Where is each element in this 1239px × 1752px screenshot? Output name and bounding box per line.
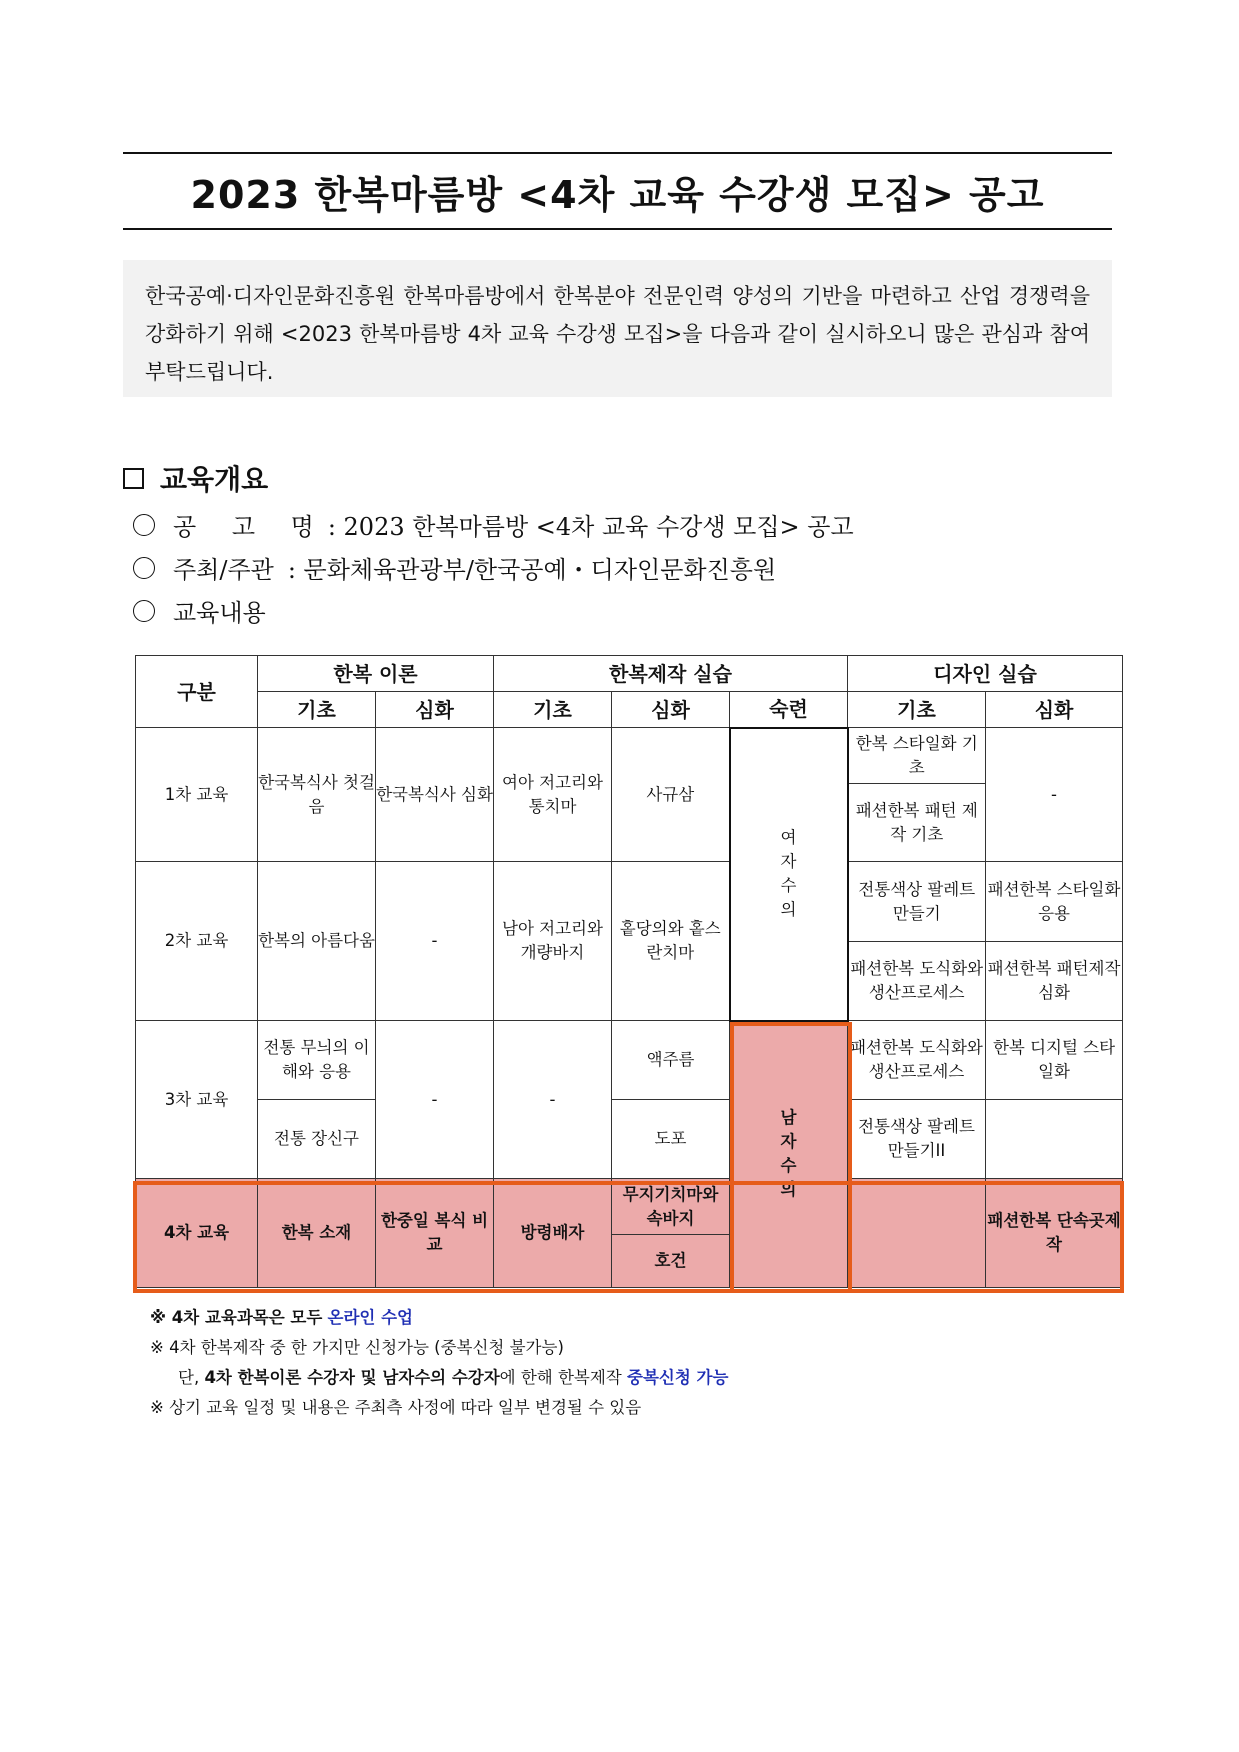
row3-making-adv-b: 도포 — [612, 1100, 730, 1179]
row3-label: 3차 교육 — [136, 1021, 258, 1179]
bullet-label: 공 고 명 — [173, 513, 328, 541]
row3-design-basic-b: 전통색상 팔레트 만들기II — [848, 1100, 986, 1179]
section-heading — [123, 458, 268, 498]
row2-label: 2차 교육 — [136, 862, 258, 1021]
row2-theory-basic: 한복의 아름다움 — [258, 862, 376, 1021]
row1-label: 1차 교육 — [136, 728, 258, 862]
master-male-text: 남자 수의 — [780, 1108, 797, 1200]
row4-design-basic — [848, 1179, 986, 1288]
row4-theory-adv: 한중일 복식 비교 — [376, 1179, 494, 1288]
note-single-apply: ※ 4차 한복제작 중 한 가지만 신청가능 (중복신청 불가능) — [150, 1338, 564, 1357]
master-female-text: 여자 수의 — [780, 828, 797, 919]
header-theory: 한복 이론 — [258, 656, 494, 692]
row4-label: 4차 교육 — [136, 1179, 258, 1288]
row2-design-basic-b: 패션한복 도식화와 생산프로세스 — [848, 942, 986, 1021]
circle-bullet-icon — [133, 600, 155, 622]
bullet-notice-name — [133, 507, 854, 542]
bullet-label: 주최/주관 — [173, 556, 274, 584]
row3-making-adv-a: 액주름 — [612, 1021, 730, 1100]
row2-design-adv-a: 패션한복 스타일화 응용 — [986, 862, 1123, 942]
row3-design-adv-a: 한복 디지털 스타일화 — [986, 1021, 1123, 1100]
row3-theory-basic-b: 전통 장신구 — [258, 1100, 376, 1179]
row4-making-basic: 방령배자 — [494, 1179, 612, 1288]
note-online — [150, 1306, 413, 1330]
row4-making-adv-a: 무지기치마와 속바지 — [612, 1179, 730, 1235]
note-exception-bold: 4차 한복이론 수강자 및 남자수의 수강자 — [204, 1368, 500, 1387]
row1-design-basic-b: 패션한복 패턴 제작 기초 — [848, 784, 986, 862]
page-title: 2023 한복마름방 <4차 교육 수강생 모집> 공고 — [190, 172, 1045, 217]
note-exception-highlight: 중복신청 가능 — [627, 1368, 729, 1387]
row2-making-basic: 남아 저고리와 개량바지 — [494, 862, 612, 1021]
square-bullet-icon — [123, 468, 144, 489]
row4-theory-basic: 한복 소재 — [258, 1179, 376, 1288]
title-bar — [123, 152, 1112, 230]
note-online-text: ※ 4차 교육과목은 모두 — [150, 1308, 323, 1327]
bullet-value: : 문화체육관광부/한국공예・디자인문화진흥원 — [287, 556, 777, 584]
note-exception-mid: 에 한해 한복제작 — [499, 1368, 622, 1387]
bullet-label: 교육내용 — [173, 599, 266, 627]
row2-design-adv-b: 패션한복 패턴제작 심화 — [986, 942, 1123, 1021]
bullet-content — [133, 593, 266, 628]
row1-making-basic: 여아 저고리와 통치마 — [494, 728, 612, 862]
circle-bullet-icon — [133, 557, 155, 579]
row3-theory-adv: - — [376, 1021, 494, 1179]
header-category: 구분 — [136, 656, 258, 728]
row2-design-basic-a: 전통색상 팔레트 만들기 — [848, 862, 986, 942]
header-making: 한복제작 실습 — [494, 656, 848, 692]
note-exception — [178, 1366, 728, 1390]
header-design: 디자인 실습 — [848, 656, 1123, 692]
header-theory-basic: 기초 — [258, 692, 376, 728]
header-making-basic: 기초 — [494, 692, 612, 728]
row3-making-basic: - — [494, 1021, 612, 1179]
header-theory-adv: 심화 — [376, 692, 494, 728]
row1-design-basic-a: 한복 스타일화 기초 — [848, 728, 986, 784]
row4-design-adv: 패션한복 단속곳제작 — [986, 1179, 1123, 1288]
intro-paragraph: 한국공예·디자인문화진흥원 한복마름방에서 한복분야 전문인력 양성의 기반을 마련하고 산업 경쟁력을 강화하기 위해 <2023 한복마름방 4차 교육 수강생 모집>을 다음과 같이 실시하오니 많은 관심과 참여 부탁드립니다. — [123, 260, 1112, 397]
note-exception-pre: 단, — [178, 1368, 200, 1387]
section-title: 교육개요 — [160, 463, 269, 496]
bullet-value: : 2023 한복마름방 <4차 교육 수강생 모집> 공고 — [327, 513, 854, 541]
row1-making-adv: 사규삼 — [612, 728, 730, 862]
row1-theory-adv: 한국복식사 심화 — [376, 728, 494, 862]
row3-design-adv-b — [986, 1100, 1123, 1179]
note-change: ※ 상기 교육 일정 및 내용은 주최측 사정에 따라 일부 변경될 수 있음 — [150, 1398, 642, 1417]
master-female-cell — [730, 728, 848, 1021]
row4-making-adv-b: 호건 — [612, 1235, 730, 1288]
header-design-basic: 기초 — [848, 692, 986, 728]
header-making-master: 숙련 — [730, 692, 848, 728]
note-online-highlight: 온라인 수업 — [327, 1308, 413, 1327]
row2-making-adv: 홑당의와 홑스란치마 — [612, 862, 730, 1021]
circle-bullet-icon — [133, 514, 155, 536]
row3-design-basic-a: 패션한복 도식화와 생산프로세스 — [848, 1021, 986, 1100]
header-design-adv: 심화 — [986, 692, 1123, 728]
header-making-adv: 심화 — [612, 692, 730, 728]
master-male-cell — [730, 1021, 848, 1288]
row1-theory-basic: 한국복식사 첫걸음 — [258, 728, 376, 862]
curriculum-table — [135, 655, 1123, 1288]
row1-design-adv: - — [986, 728, 1123, 862]
row2-theory-adv: - — [376, 862, 494, 1021]
row3-theory-basic-a: 전통 무늬의 이해와 응용 — [258, 1021, 376, 1100]
bullet-host — [133, 550, 776, 585]
